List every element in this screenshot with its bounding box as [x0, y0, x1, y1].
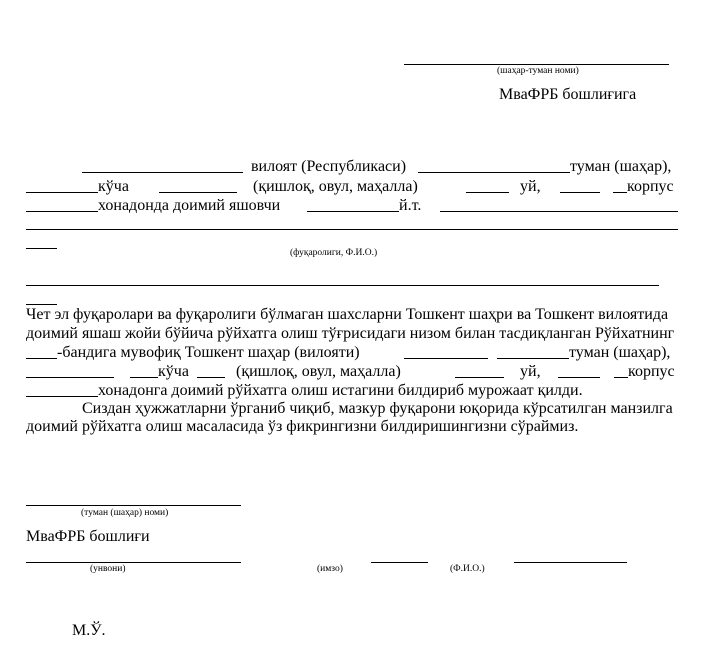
- para2-line-2: доимий рўйхатга олиш масаласида ўз фикрингизни билдиришингизни сўраймиз.: [26, 418, 579, 435]
- extra-line-short: [26, 304, 57, 305]
- fullname-line-short: [26, 248, 57, 249]
- body-line-2: доимий яшаш жойи бўйича рўйхатга олиш тўғрисидаги низом билан тасдиқланган Рўйхатнинг: [26, 325, 675, 342]
- body-line-5-text: хонадонга доимий рўйхатга олиш истагини билдириб мурожаат қилди.: [98, 382, 583, 399]
- district-label: туман (шаҳар),: [570, 158, 672, 175]
- name-caption: (Ф.И.О.): [450, 564, 485, 574]
- body-village-label: (қишлоқ, овул, маҳалла): [236, 363, 401, 380]
- name-line: [514, 562, 627, 563]
- village-label: (қишлоқ, овул, маҳалла): [253, 178, 418, 195]
- body-district-label: туман (шаҳар),: [569, 344, 671, 361]
- para2-line-1: Сиздан ҳужжатларни ўрганиб чиқиб, мазкур фуқарони юқорида кўрсатилган манзилга: [82, 400, 673, 417]
- rank-line: [26, 562, 241, 563]
- fullname-line: [26, 229, 678, 230]
- header-district-caption: (шаҳар-туман номи): [497, 66, 579, 76]
- footer-district-caption: (туман (шаҳар) номи): [81, 508, 169, 518]
- apartment-label: хонадонда доимий яшовчи: [98, 197, 281, 214]
- clause-text: -бандига мувофиқ Тошкент шаҳар (вилояти): [57, 344, 360, 361]
- stamp-label: М.Ў.: [72, 622, 106, 639]
- signature-caption: (имзо): [317, 564, 343, 574]
- body-building-label: корпус: [628, 363, 675, 380]
- building-label: корпус: [627, 178, 674, 195]
- citizenship-caption: (фуқаролиги, Ф.И.О.): [290, 248, 378, 258]
- signature-line: [371, 562, 428, 563]
- footer-district-line: [26, 505, 241, 506]
- street-label: кўча: [98, 178, 129, 195]
- chief-title: МваФРБ бошлиғи: [26, 528, 150, 545]
- house-label: уй,: [520, 178, 541, 195]
- year-label: й.т.: [399, 197, 422, 214]
- addressee: МваФРБ бошлиғига: [499, 86, 637, 103]
- header-district-line: [404, 64, 669, 65]
- extra-line: [26, 285, 659, 286]
- rank-caption: (унвони): [90, 564, 126, 574]
- body-line-1: Чет эл фуқаролари ва фуқаролиги бўлмаган шахсларни Тошкент шаҳри ва Тошкент вилоятида: [26, 306, 669, 323]
- province-label: вилоят (Республикаси): [251, 158, 407, 175]
- body-street-label: кўча: [158, 363, 189, 380]
- body-house-label: уй,: [520, 363, 541, 380]
